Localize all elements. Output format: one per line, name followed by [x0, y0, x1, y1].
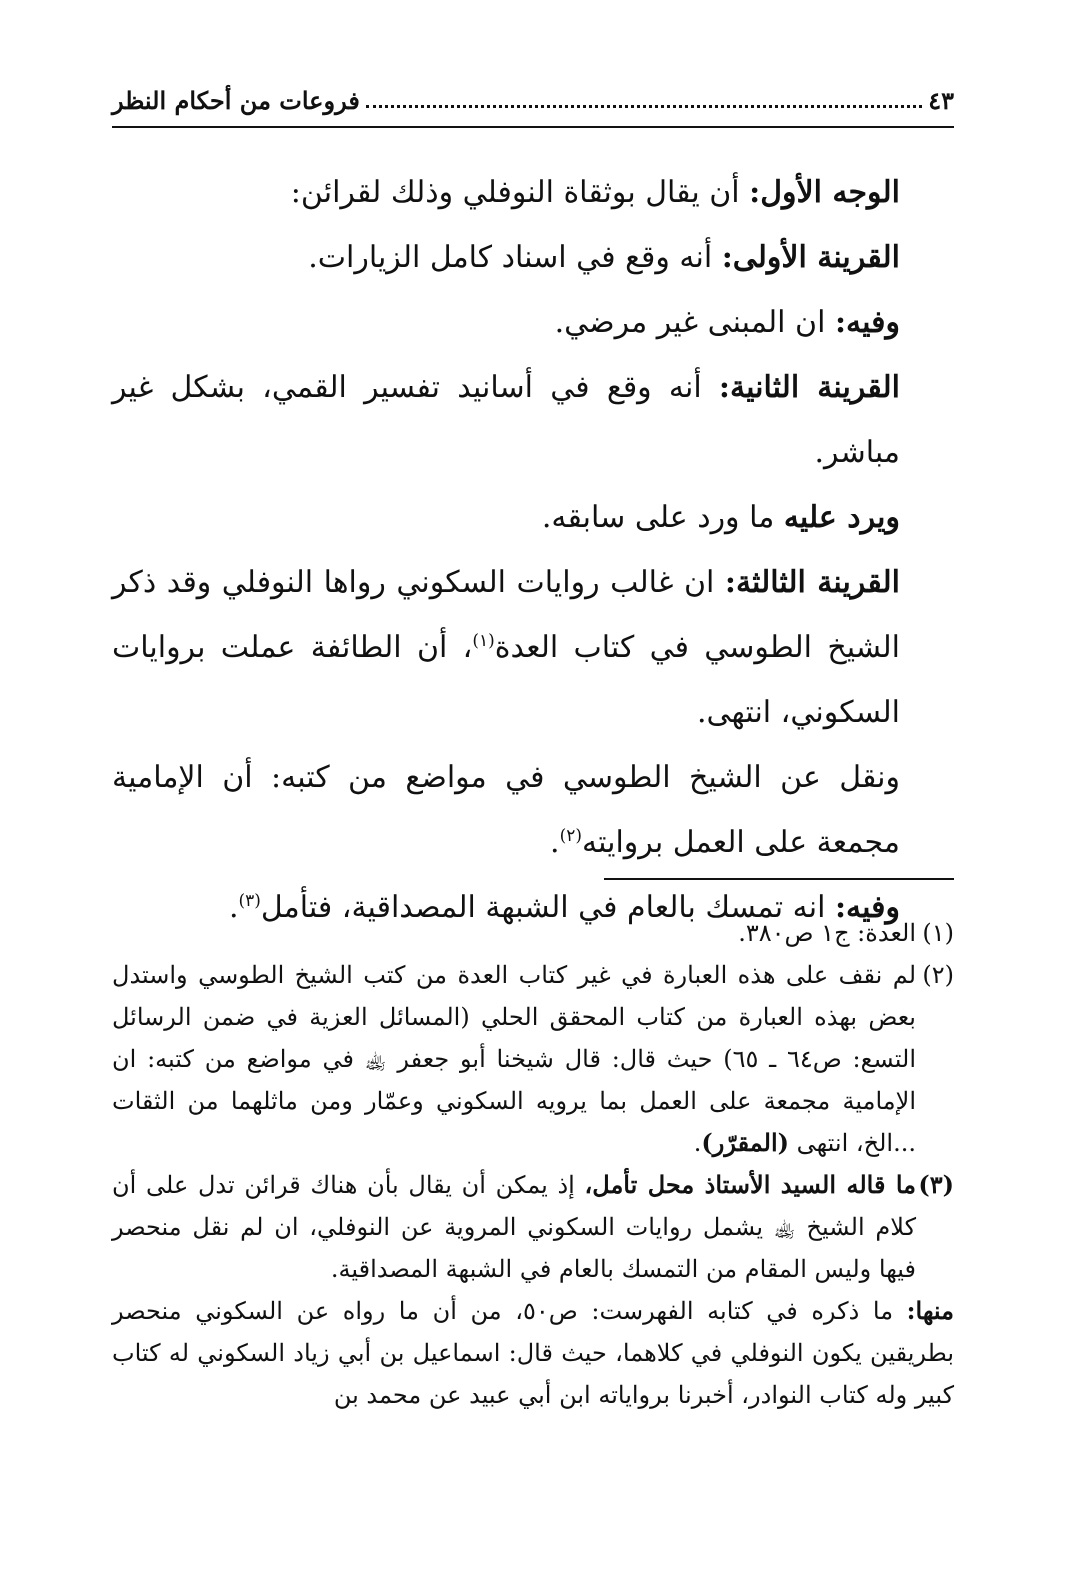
paragraph-objection-1: [112, 290, 954, 355]
page-number: ٤٣: [928, 85, 954, 115]
main-text: [112, 160, 954, 940]
dotted-leader: [366, 93, 922, 108]
footnote-text: إذ يمكن أن يقال بأن هناك قرائن تدل على أن كلام الشيخ ﵀ يشمل روايات السكوني المروية عن النوفلي، ان لم نقل منحصر فيها وليس المقام من التمسك بالعام في الشبهة المصداقية.: [112, 1171, 916, 1283]
footnote-text: العدة: ج١ ص٣٨٠.: [738, 919, 916, 947]
para-label: وفيه:: [834, 890, 900, 925]
footnote-separator: [604, 878, 954, 880]
para-label: القرينة الثالثة:: [724, 565, 900, 600]
footnote-3: [112, 1164, 954, 1290]
footnote-continuation: [112, 1290, 954, 1416]
footnote-number: (٢): [922, 961, 954, 989]
para-text: ، أن الطائفة عملت بروايات السكوني، انتهى.: [112, 630, 900, 730]
para-text: ونقل عن الشيخ الطوسي في مواضع من كتبه: أن الإمامية مجمعة على العمل بروايته: [112, 760, 900, 860]
footnote-text: لم نقف على هذه العبارة في غير كتاب العدة من كتب الشيخ الطوسي واستدل بعض بهذه العبارة من كتاب المحقق الحلي (المسائل العزية في ضمن الرسائل التسع: ص٦٤ ـ ٦٥) حيث قال: قال شيخنا أبو جعفر ﵀ في مواضع من كتبه: ان الإمامية مجمعة على العمل بما يرويه السكوني وعمّار ومن ماثلهما من الثقات ...الخ، انتهى: [112, 961, 917, 1157]
footnote-2: [112, 954, 954, 1164]
footnotes: [112, 912, 954, 1416]
para-label: ويرد عليه: [783, 500, 900, 535]
footnote-label: ما قاله السيد الأستاذ محل تأمل،: [584, 1170, 917, 1199]
continuation-label: منها:: [906, 1296, 955, 1325]
footnote-bold: (المقرّر): [701, 1128, 789, 1157]
para-text: أن يقال بوثقاة النوفلي وذلك لقرائن:: [290, 175, 750, 210]
paragraph-objection-2: [112, 485, 954, 550]
paragraph-transmission: [112, 745, 954, 875]
footnote-ref-2: (٢): [559, 826, 582, 846]
para-label: وفيه:: [834, 305, 900, 340]
para-text: ان غالب روايات السكوني رواها النوفلي وقد ذكر الشيخ الطوسي في كتاب العدة: [112, 565, 900, 665]
para-label: الوجه الأول:: [749, 175, 900, 210]
paragraph-third-evidence: [112, 550, 954, 745]
running-header: [112, 78, 954, 128]
paragraph-first-aspect: [112, 160, 954, 225]
para-text: أنه وقع في أسانيد تفسير القمي، بشكل غير مباشر.: [112, 370, 900, 470]
footnote-number: (٣): [918, 1170, 954, 1199]
para-label: القرينة الثانية:: [718, 370, 900, 405]
para-text: انه تمسك بالعام في الشبهة المصداقية، فتأمل: [260, 890, 835, 925]
para-text: أنه وقع في اسناد كامل الزيارات.: [308, 240, 722, 275]
para-text: ان المبنى غير مرضي.: [554, 305, 835, 340]
footnote-1: [112, 912, 954, 954]
paragraph-second-evidence: [112, 355, 954, 485]
footnote-number: (١): [922, 919, 954, 947]
paragraph-first-evidence: [112, 225, 954, 290]
para-end: .: [228, 890, 239, 925]
footnote-end: .: [693, 1129, 702, 1157]
footnote-ref-3: (٣): [238, 891, 261, 911]
continuation-text: ما ذكره في كتابه الفهرست: ص٥٠، من أن ما رواه عن السكوني منحصر بطريقين يكون النوفلي في كلاهما، حيث قال: اسماعيل بن أبي زياد السكوني له كتاب كبير وله كتاب النوادر، أخبرنا برواياته ابن أبي عبيد عن محمد بن: [112, 1297, 954, 1409]
para-text: ما ورد على سابقه.: [541, 500, 784, 535]
para-label: القرينة الأولى:: [721, 240, 900, 275]
footnote-ref-1: (١): [472, 631, 495, 651]
para-end: .: [550, 825, 560, 860]
running-title: فروعات من أحكام النظر: [112, 85, 360, 115]
